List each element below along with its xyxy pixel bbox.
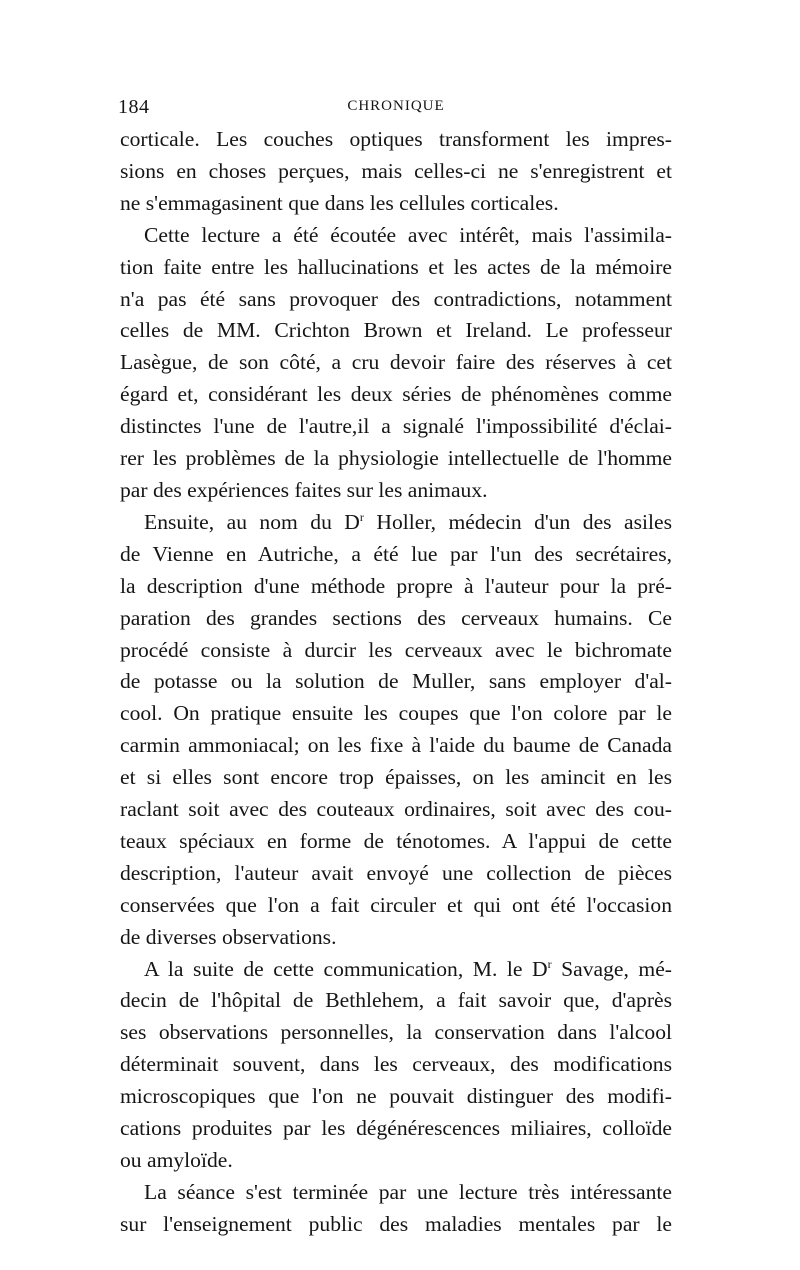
- running-title: CHRONIQUE: [347, 98, 445, 114]
- paragraph-2-line-4: celles de MM. Crichton Brown et Ireland. Le professeur: [120, 318, 672, 343]
- paragraph-1: [120, 124, 672, 220]
- paragraph-3-line-4: paration des grandes sections des cerveaux humains. Ce: [120, 605, 672, 630]
- paragraph-1-line-3: ne s'emmagasinent que dans les cellules corticales.: [120, 190, 559, 215]
- paragraph-2-line-9: par des expériences faites sur les animaux.: [120, 477, 488, 502]
- paragraph-5-line-2: sur l'enseignement public des maladies mentales par le: [120, 1211, 672, 1236]
- paragraph-4-line-3: ses observations personnelles, la conservation dans l'alcool: [120, 1020, 672, 1045]
- paragraph-3-line-3: la description d'une méthode propre à l'auteur pour la pré-: [120, 573, 672, 598]
- paragraph-2-line-6: égard et, considérant les deux séries de phénomènes comme: [120, 382, 672, 407]
- paragraph-3-line-10: raclant soit avec des couteaux ordinaires, soit avec des cou-: [120, 797, 672, 822]
- paragraph-3-line-14: de diverses observations.: [120, 924, 337, 949]
- paragraph-2: [120, 220, 672, 507]
- paragraph-3-line-6: de potasse ou la solution de Muller, sans employer d'al-: [120, 669, 672, 694]
- paragraph-3-line-9: et si elles sont encore trop épaisses, on les amincit en les: [120, 765, 672, 790]
- paragraph-2-line-3: n'a pas été sans provoquer des contradictions, notamment: [120, 286, 672, 311]
- paragraph-4-line-6: cations produites par les dégénérescences miliaires, colloïde: [120, 1116, 672, 1141]
- paragraph-3-line-5: procédé consiste à durcir les cerveaux avec le bichromate: [120, 637, 672, 662]
- paragraph-3: [120, 507, 672, 954]
- paragraph-3-line-1: Ensuite, au nom du $D^r$ Holler, médecin d'un des asiles: [144, 509, 672, 534]
- paragraph-3-line-2: de Vienne en Autriche, a été lue par l'un des secrétaires,: [120, 541, 672, 566]
- paragraph-3-line-8: carmin ammoniacal; on les fixe à l'aide du baume de Canada: [120, 733, 672, 758]
- paragraph-4-line-5: microscopiques que l'on ne pouvait distinguer des modifi-: [120, 1084, 672, 1109]
- paragraph-3-line-11: teaux spéciaux en forme de ténotomes. A l'appui de cette: [120, 828, 672, 853]
- running-head: [120, 96, 672, 120]
- body-text: [120, 124, 672, 1241]
- paragraph-1-line-1: corticale. Les couches optiques transforment les impres-: [120, 127, 672, 151]
- paragraph-2-line-8: rer les problèmes de la physiologie intellectuelle de l'homme: [120, 446, 672, 471]
- paragraph-5: [120, 1177, 672, 1241]
- book-page: [120, 0, 672, 1270]
- paragraph-2-line-2: tion faite entre les hallucinations et les actes de la mémoire: [120, 254, 672, 279]
- paragraph-3-line-13: conservées que l'on a fait circuler et qui ont été l'occasion: [120, 892, 672, 917]
- paragraph-3-line-7: cool. On pratique ensuite les coupes que l'on colore par le: [120, 701, 672, 726]
- paragraph-2-line-5: Lasègue, de son côté, a cru devoir faire des réserves à cet: [120, 350, 672, 375]
- paragraph-4: [120, 954, 672, 1177]
- paragraph-4-line-7: ou amyloïde.: [120, 1148, 233, 1172]
- paragraph-2-line-7: distinctes l'une de l'autre,il a signalé l'impossibilité d'éclai-: [120, 414, 672, 439]
- page-number: 184: [118, 96, 150, 118]
- paragraph-4-line-1: A la suite de cette communication, M. le $D^r$ Savage, mé-: [144, 956, 672, 981]
- paragraph-1-line-2: sions en choses perçues, mais celles-ci ne s'enregistrent et: [120, 158, 672, 183]
- paragraph-2-line-1: Cette lecture a été écoutée avec intérêt, mais l'assimila-: [144, 222, 672, 247]
- paragraph-4-line-2: decin de l'hôpital de Bethlehem, a fait savoir que, d'après: [120, 988, 672, 1013]
- paragraph-4-line-4: déterminait souvent, dans les cerveaux, des modifications: [120, 1052, 672, 1077]
- paragraph-3-line-12: description, l'auteur avait envoyé une collection de pièces: [120, 860, 672, 885]
- paragraph-5-line-1: La séance s'est terminée par une lecture très intéressante: [144, 1179, 672, 1204]
